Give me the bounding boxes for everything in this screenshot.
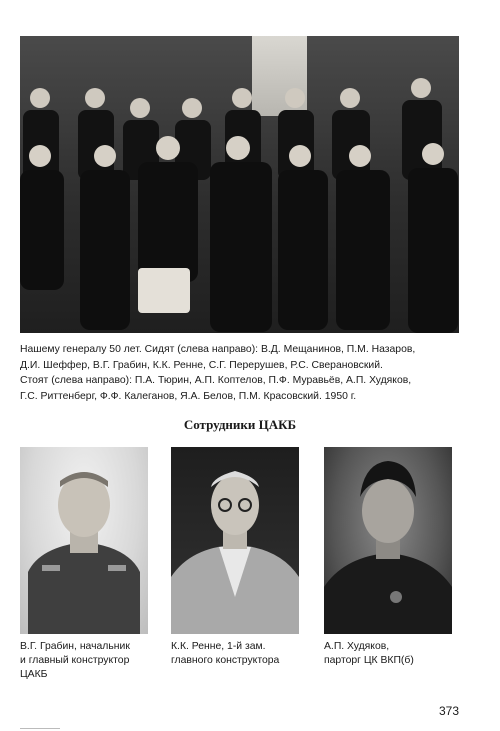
caption-line: Д.И. Шеффер, В.Г. Грабин, К.К. Ренне, С.Г. Перерушев, Р.С. Сверановский.	[20, 359, 383, 371]
caption-line: Г.С. Риттенберг, Ф.Ф. Калеганов, Я.А. Белов, П.М. Красовский. 1950 г.	[20, 390, 357, 402]
portrait-renne	[171, 447, 299, 634]
group-figures	[20, 36, 459, 333]
portrait-caption-grabin	[20, 640, 130, 682]
section-title: Сотрудники ЦАКБ	[183, 417, 297, 432]
caption-line: А.П. Худяков,	[324, 641, 390, 652]
portrait-caption-renne	[171, 640, 279, 668]
portrait-grabin	[20, 447, 148, 634]
page-number: 373	[439, 704, 460, 718]
caption-line: Стоят (слева направо): П.А. Тюрин, А.П. Коптелов, П.Ф. Муравьёв, А.П. Худяков,	[20, 375, 412, 386]
caption-line: ЦАКБ	[20, 669, 48, 680]
caption-line: парторг ЦК ВКП(б)	[324, 655, 414, 666]
caption-line: главного конструктора	[171, 655, 280, 666]
group-photo	[20, 36, 459, 333]
portrait-caption-khudyakov	[324, 640, 414, 668]
group-photo-caption	[20, 342, 460, 404]
page-rule	[20, 728, 60, 729]
caption-line: и главный конструктор	[20, 655, 130, 666]
caption-line: К.К. Ренне, 1-й зам.	[171, 641, 266, 652]
portrait-khudyakov	[324, 447, 452, 634]
caption-line: Нашему генералу 50 лет. Сидят (слева направо): В.Д. Мещанинов, П.М. Назаров,	[20, 344, 416, 355]
caption-line: В.Г. Грабин, начальник	[20, 641, 130, 652]
